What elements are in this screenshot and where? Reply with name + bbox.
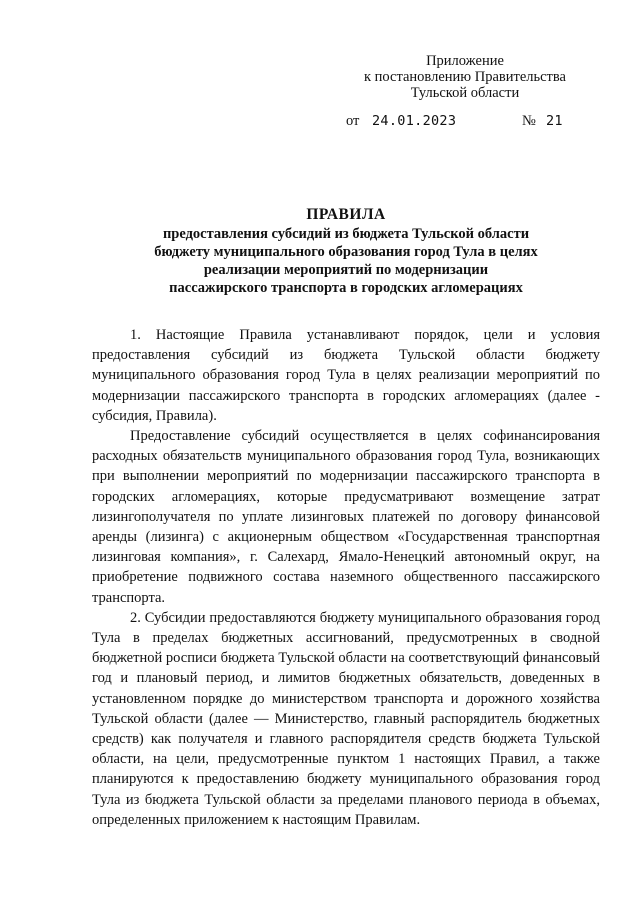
title-subtitle-line: реализации мероприятий по модернизации [203,262,489,278]
appendix-line-1: Приложение [426,53,504,69]
appendix-line-3: Тульской области [410,85,520,101]
title-main: ПРАВИЛА [306,206,386,223]
number-sign: № [522,113,536,129]
document-body [92,325,600,830]
title-subtitle-line: пассажирского транспорта в городских агломерациях [169,280,523,296]
title-subtitle-line: предоставления субсидий из бюджета Тульской области [162,226,530,242]
resolution-dateline [346,112,586,130]
resolution-date: 24.01.2023 [372,113,457,129]
resolution-number: 21 [546,113,563,129]
appendix-header [330,53,600,101]
title-subtitle-line: бюджету муниципального образования город Тула в целях [154,244,538,260]
date-from-label: от [346,113,360,129]
paragraph-3: 2. Субсидии предоставляются бюджету муниципального образования город Тула в пределах бюджетных ассигнований, предусмотренных в сводной бюджетной росписи бюджета Тульской области на соответствующий финансовый год и плановый период, и лимитов бюджетных обязательств, доведенных в установленном порядке до министерством транспорта и дорожного хозяйства Тульской области (далее — Министерство, главный распорядитель бюджетных средств) как получателя и главного распорядителя средств бюджета Тульской области, на цели, предусмотренные пунктом 1 настоящих Правил, а также планируются к предоставлению бюджету муниципального образования город Тула из бюджета Тульской области за пределами планового периода в объемах, определенных приложением к настоящим Правилам. [92,609,600,828]
document-title [92,206,600,297]
paragraph-1: 1. Настоящие Правила устанавливают порядок, цели и условия предоставления субсидий из бюджета Тульской области бюджету муниципального образования город Тула в целях реализации мероприятий по модернизации пассажирского транспорта в городских агломерациях (далее - субсидия, Правила). [92,327,600,424]
paragraph-2: Предоставление субсидий осуществляется в целях софинансирования расходных обязательств муниципального образования город Тула, возникающих при выполнении мероприятий по модернизации пассажирского транспорта в городских агломерациях, которые предусматривают возмещение затрат лизингополучателя по уплате лизинговых платежей по договору финансовой аренды (лизинга) с акционерным обществом «Государственная транспортная лизинговая компания», г. Салехард, Ямало-Ненецкий автономный округ, на приобретение подвижного состава наземного общественного пассажирского транспорта. [92,428,600,606]
appendix-line-2: к постановлению Правительства [364,69,566,85]
